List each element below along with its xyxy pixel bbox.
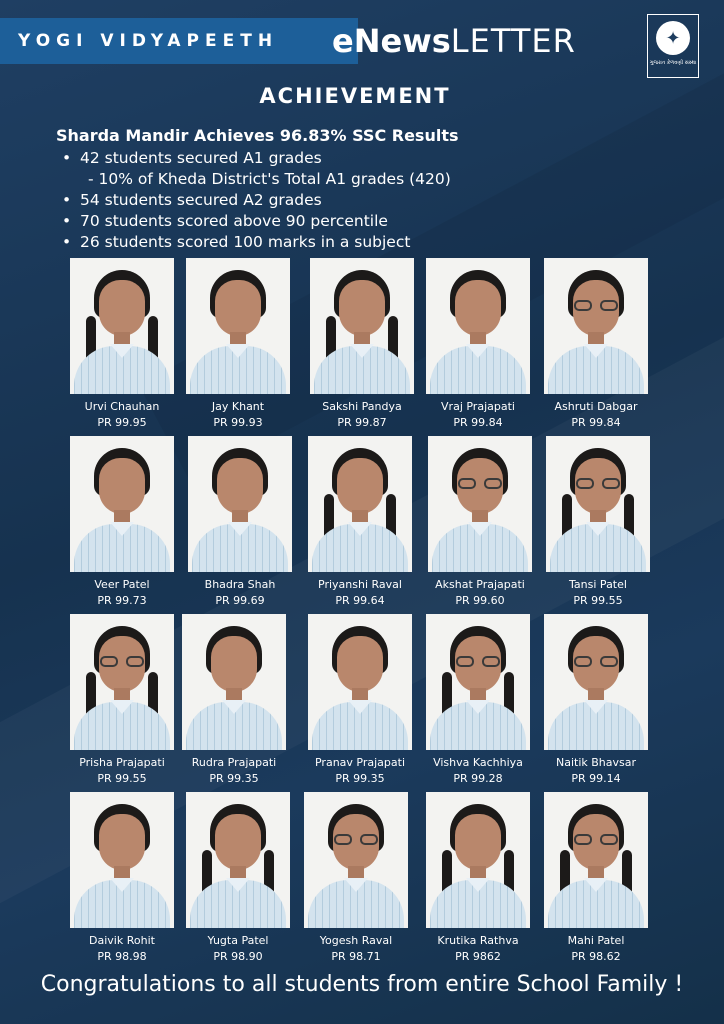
student-name: Ashruti Dabgar bbox=[554, 400, 638, 413]
student-card bbox=[428, 436, 532, 607]
student-row bbox=[68, 614, 652, 792]
student-photo bbox=[182, 614, 286, 750]
student-percentile: PR 99.84 bbox=[453, 416, 503, 429]
student-percentile: PR 99.14 bbox=[571, 772, 621, 785]
student-card bbox=[310, 258, 414, 429]
student-percentile: PR 99.35 bbox=[209, 772, 259, 785]
list-item: • 42 students secured A1 grades bbox=[62, 149, 322, 167]
student-percentile: PR 9862 bbox=[455, 950, 501, 963]
student-card bbox=[182, 614, 286, 785]
student-photo bbox=[70, 792, 174, 928]
student-name: Tansi Patel bbox=[569, 578, 627, 591]
student-card bbox=[426, 792, 530, 963]
student-card bbox=[186, 792, 290, 963]
student-percentile: PR 99.55 bbox=[97, 772, 147, 785]
student-photo bbox=[544, 258, 648, 394]
student-name: Priyanshi Raval bbox=[318, 578, 402, 591]
newsletter-header bbox=[0, 10, 724, 68]
sub-list-item: - 10% of Kheda District's Total A1 grades (420) bbox=[88, 170, 451, 188]
student-percentile: PR 99.55 bbox=[573, 594, 623, 607]
student-photo bbox=[308, 436, 412, 572]
student-photo bbox=[70, 436, 174, 572]
student-percentile: PR 98.71 bbox=[331, 950, 381, 963]
book-emblem-icon: ✦ bbox=[656, 21, 690, 55]
student-photo bbox=[546, 436, 650, 572]
student-name: Sakshi Pandya bbox=[322, 400, 402, 413]
student-row bbox=[68, 792, 652, 970]
headline: Sharda Mandir Achieves 96.83% SSC Results bbox=[56, 126, 459, 145]
student-photo bbox=[186, 258, 290, 394]
student-name: Naitik Bhavsar bbox=[555, 756, 637, 769]
student-name: Pranav Prajapati bbox=[314, 756, 405, 769]
student-card bbox=[426, 614, 530, 785]
student-percentile: PR 99.60 bbox=[455, 594, 505, 607]
student-percentile: PR 99.35 bbox=[335, 772, 385, 785]
student-photo bbox=[426, 258, 530, 394]
student-percentile: PR 99.28 bbox=[453, 772, 503, 785]
student-photo bbox=[426, 614, 530, 750]
student-name: Prisha Prajapati bbox=[79, 756, 165, 769]
student-name: Vraj Prajapati bbox=[441, 400, 515, 413]
student-name: Mahi Patel bbox=[567, 934, 625, 947]
student-photo bbox=[186, 792, 290, 928]
student-percentile: PR 98.62 bbox=[571, 950, 621, 963]
student-percentile: PR 99.73 bbox=[97, 594, 147, 607]
student-card bbox=[426, 258, 530, 429]
student-name: Daivik Rohit bbox=[89, 934, 155, 947]
student-card bbox=[308, 436, 412, 607]
student-name: Vishva Kachhiya bbox=[433, 756, 523, 769]
student-name: Yugta Patel bbox=[207, 934, 269, 947]
congratulations-footer: Congratulations to all students from entire School Family ! bbox=[40, 972, 684, 997]
student-card bbox=[308, 614, 412, 785]
list-item: • 54 students secured A2 grades bbox=[62, 191, 322, 209]
brand-bar bbox=[0, 18, 358, 64]
student-row bbox=[68, 436, 652, 614]
student-percentile: PR 99.95 bbox=[97, 416, 147, 429]
student-photo bbox=[70, 614, 174, 750]
student-card bbox=[546, 436, 650, 607]
student-name: Akshat Prajapati bbox=[435, 578, 525, 591]
student-card bbox=[70, 436, 174, 607]
student-name: Rudra Prajapati bbox=[191, 756, 277, 769]
student-photo bbox=[70, 258, 174, 394]
student-name: Veer Patel bbox=[94, 578, 150, 591]
enews-bold: eNews bbox=[332, 22, 451, 60]
student-percentile: PR 98.90 bbox=[213, 950, 263, 963]
student-photo bbox=[308, 614, 412, 750]
list-item: • 26 students scored 100 marks in a subject bbox=[62, 233, 411, 251]
student-row bbox=[68, 258, 652, 436]
student-percentile: PR 99.69 bbox=[215, 594, 265, 607]
achievement-list bbox=[62, 148, 451, 253]
student-name: Urvi Chauhan bbox=[84, 400, 160, 413]
enews-light: LETTER bbox=[450, 22, 576, 60]
student-percentile: PR 99.64 bbox=[335, 594, 385, 607]
student-card bbox=[70, 258, 174, 429]
student-name: Jay Khant bbox=[211, 400, 265, 413]
student-percentile: PR 99.93 bbox=[213, 416, 263, 429]
student-percentile: PR 99.84 bbox=[571, 416, 621, 429]
student-card bbox=[544, 614, 648, 785]
student-card bbox=[544, 258, 648, 429]
student-name: Krutika Rathva bbox=[437, 934, 519, 947]
enewsletter-title bbox=[332, 22, 576, 60]
student-card bbox=[304, 792, 408, 963]
student-card bbox=[188, 436, 292, 607]
student-card bbox=[186, 258, 290, 429]
student-name: Yogesh Raval bbox=[319, 934, 393, 947]
school-logo bbox=[647, 14, 699, 78]
school-name: YOGI VIDYAPEETH bbox=[18, 31, 279, 51]
section-title: ACHIEVEMENT bbox=[259, 84, 451, 108]
student-grid bbox=[68, 258, 652, 970]
student-name: Bhadra Shah bbox=[204, 578, 276, 591]
student-card bbox=[70, 792, 174, 963]
logo-caption: ગુજરાત કેળવણી સંસ્થા bbox=[649, 60, 697, 66]
student-photo bbox=[188, 436, 292, 572]
student-photo bbox=[426, 792, 530, 928]
student-photo bbox=[310, 258, 414, 394]
student-card bbox=[70, 614, 174, 785]
student-percentile: PR 99.87 bbox=[337, 416, 387, 429]
student-photo bbox=[304, 792, 408, 928]
student-percentile: PR 98.98 bbox=[97, 950, 147, 963]
student-card bbox=[544, 792, 648, 963]
student-photo bbox=[428, 436, 532, 572]
list-item: • 70 students scored above 90 percentile bbox=[62, 212, 388, 230]
student-photo bbox=[544, 792, 648, 928]
student-photo bbox=[544, 614, 648, 750]
